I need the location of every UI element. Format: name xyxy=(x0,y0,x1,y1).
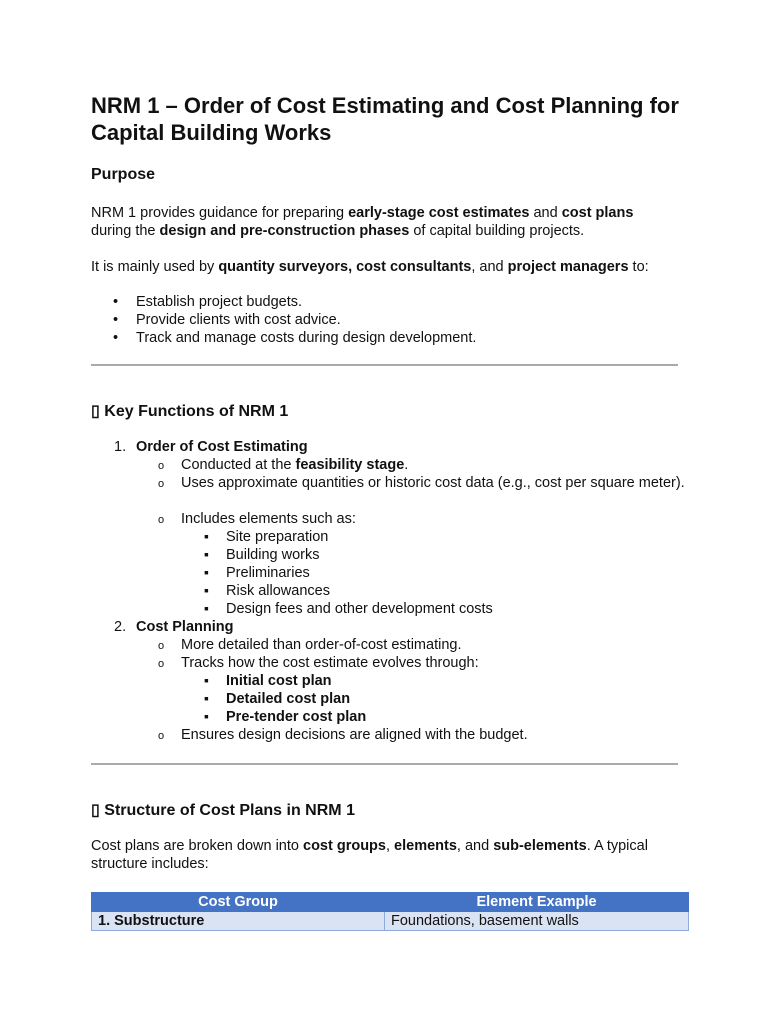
list-item-order-of-cost xyxy=(114,438,691,456)
sublist-container xyxy=(181,528,691,618)
key-functions-list xyxy=(114,438,691,744)
list-item xyxy=(204,546,691,564)
text-run: . xyxy=(404,457,409,473)
text-run: to: xyxy=(628,259,649,275)
list-item-text: Establish project budgets. xyxy=(136,294,303,310)
missing-glyph-icon: ▯ xyxy=(91,802,100,819)
bold-run: design and pre-construction phases xyxy=(159,223,410,239)
circle-bullet-icon: o xyxy=(158,640,165,652)
bold-run: feasibility stage xyxy=(295,457,405,473)
heading-text: Key Functions of NRM 1 xyxy=(104,403,289,420)
heading-text: Structure of Cost Plans in NRM 1 xyxy=(104,802,355,819)
list-item-title: Order of Cost Estimating xyxy=(136,439,308,455)
list-item xyxy=(204,582,691,600)
table-cell: 1. Substructure xyxy=(92,912,385,931)
text-run: Cost plans are broken down into xyxy=(91,838,303,854)
list-number: 2. xyxy=(114,619,127,635)
list-item-text: More detailed than order-of-cost estimating. xyxy=(181,637,462,653)
list-item xyxy=(204,564,691,582)
list-item xyxy=(158,654,691,672)
list-item xyxy=(158,510,691,528)
list-item-text: Risk allowances xyxy=(226,583,330,599)
list-item-text: Uses approximate quantities or historic cost data (e.g., cost per square meter). xyxy=(181,475,685,491)
list-item xyxy=(204,690,691,708)
bold-run: sub-elements xyxy=(493,838,587,854)
structure-heading xyxy=(91,800,355,820)
text-run: NRM 1 provides guidance for preparing xyxy=(91,205,349,221)
list-item xyxy=(204,528,691,546)
list-item xyxy=(158,636,691,654)
cost-group-table xyxy=(91,892,689,931)
list-item-title: Cost Planning xyxy=(136,619,234,635)
cost-planning-sublist xyxy=(158,636,691,744)
sublist-container xyxy=(136,456,691,618)
list-item xyxy=(113,293,476,311)
list-item-text: Ensures design decisions are aligned with the budget. xyxy=(181,727,528,743)
table-header-cell: Element Example xyxy=(385,893,689,912)
structure-paragraph xyxy=(91,837,681,873)
square-bullet-icon: ▪ xyxy=(204,528,209,544)
list-item xyxy=(158,726,691,744)
table-header-cell: Cost Group xyxy=(92,893,385,912)
list-number: 1. xyxy=(114,439,127,455)
square-bullet-icon: ▪ xyxy=(204,672,209,688)
plans-sublist xyxy=(204,672,691,726)
text-run: . A typical structure includes: xyxy=(91,838,648,872)
text-run: during the xyxy=(91,223,160,239)
text-run: , and xyxy=(456,838,494,854)
table-cell: Foundations, basement walls xyxy=(385,912,689,931)
circle-bullet-icon: o xyxy=(158,658,165,670)
list-item-text: Detailed cost plan xyxy=(226,691,351,707)
bold-run: cost groups xyxy=(303,838,386,854)
text-run: , xyxy=(385,838,395,854)
circle-bullet-icon: o xyxy=(158,514,165,526)
list-item xyxy=(158,474,691,510)
bold-run: early-stage cost estimates xyxy=(348,205,530,221)
square-bullet-icon: ▪ xyxy=(204,690,209,706)
text-run: It is mainly used by xyxy=(91,259,219,275)
bullet-icon: • xyxy=(113,312,119,328)
table-header-row xyxy=(92,893,689,912)
square-bullet-icon: ▪ xyxy=(204,546,209,562)
text-run: Conducted at the xyxy=(181,457,296,473)
list-item-text: Design fees and other development costs xyxy=(226,601,493,617)
key-functions-heading xyxy=(91,401,288,421)
elements-sublist xyxy=(204,528,691,618)
square-bullet-icon: ▪ xyxy=(204,708,209,724)
sublist-container xyxy=(181,672,691,726)
sublist-container xyxy=(136,636,691,744)
order-of-cost-sublist xyxy=(158,456,691,618)
circle-bullet-icon: o xyxy=(158,730,165,742)
purpose-paragraph-2 xyxy=(91,258,681,276)
circle-bullet-icon: o xyxy=(158,460,165,472)
list-item-text: Initial cost plan xyxy=(226,673,332,689)
list-item-text: Tracks how the cost estimate evolves through: xyxy=(181,655,479,671)
bullet-icon: • xyxy=(113,330,119,346)
list-item-text: Site preparation xyxy=(226,529,329,545)
purpose-bullet-list xyxy=(113,293,477,347)
missing-glyph-icon: ▯ xyxy=(91,403,100,420)
list-item xyxy=(113,329,477,347)
table-row xyxy=(92,912,689,931)
purpose-heading: Purpose xyxy=(91,166,156,183)
circle-bullet-icon: o xyxy=(158,478,165,490)
list-item-text: Provide clients with cost advice. xyxy=(136,312,341,328)
purpose-paragraph-1 xyxy=(91,204,681,240)
bold-run: cost plans xyxy=(561,205,634,221)
text-run: , and xyxy=(471,259,508,275)
list-item-text: Building works xyxy=(226,547,320,563)
list-item-text: Track and manage costs during design development. xyxy=(136,330,477,346)
bold-run: project managers xyxy=(507,259,629,275)
square-bullet-icon: ▪ xyxy=(204,564,209,580)
list-item xyxy=(113,311,476,329)
list-item xyxy=(204,672,691,690)
square-bullet-icon: ▪ xyxy=(204,600,209,616)
bold-run: quantity surveyors, cost consultants xyxy=(218,259,472,275)
text-run: of capital building projects. xyxy=(409,223,585,239)
list-item-text: Pre-tender cost plan xyxy=(226,709,367,725)
document-title: NRM 1 – Order of Cost Estimating and Cost Planning for Capital Building Works xyxy=(91,93,679,145)
list-item xyxy=(204,600,691,618)
list-item-text: Preliminaries xyxy=(226,565,310,581)
list-item xyxy=(158,456,691,474)
list-item-text: Includes elements such as: xyxy=(181,511,356,527)
section-divider xyxy=(91,763,678,765)
list-item-cost-planning xyxy=(114,618,691,636)
section-divider xyxy=(91,364,678,366)
list-item xyxy=(204,708,691,726)
bold-run: elements xyxy=(394,838,457,854)
bullet-icon: • xyxy=(113,294,119,310)
square-bullet-icon: ▪ xyxy=(204,582,209,598)
text-run: and xyxy=(529,205,562,221)
